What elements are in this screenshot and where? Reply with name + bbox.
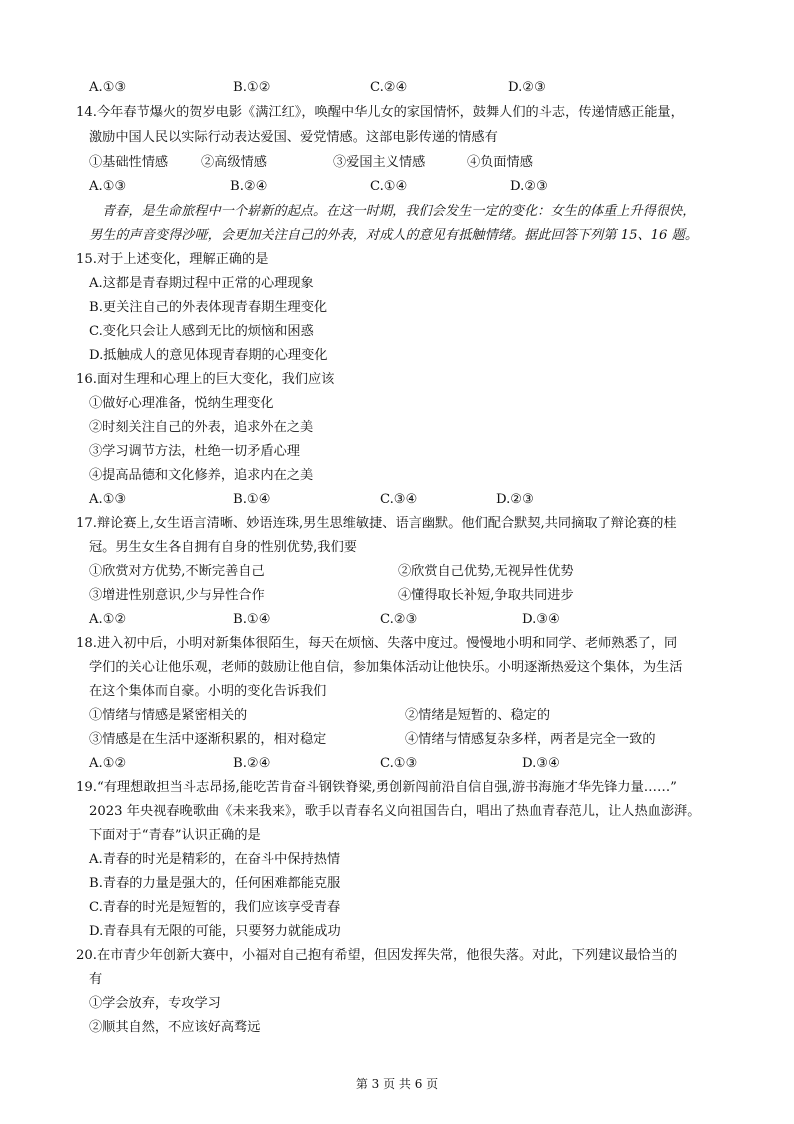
q16-stem: 16.面对生理和心理上的巨大变化，我们应该 <box>76 372 335 387</box>
q17-stem-line1: 17.辩论赛上,女生语言清晰、妙语连珠,男生思维敏捷、语言幽默。他们配合默契,共同摘取了辩论赛的桂 <box>76 516 677 531</box>
q16-option-d: D.②③ <box>496 492 534 507</box>
q19-option-b: B.青春的力量是强大的，任何困难都能克服 <box>89 876 341 891</box>
q14-stem-line1: 14.今年春节爆火的贺岁电影《满江红》，唤醒中华儿女的家国情怀，鼓舞人们的斗志，传递情感正能量， <box>76 105 684 120</box>
q14-option-a: A.①③ <box>89 179 127 194</box>
q18-option-d: D.③④ <box>522 756 560 771</box>
q17-stem-line2: 冠。男生女生各自拥有自身的性别优势,我们要 <box>89 540 357 555</box>
q19-stem-line1: 19.“有理想敢担当斗志昂扬,能吃苦肯奋斗钢铁脊梁,勇创新闯前沿自信自强,游书海施才华先锋力量……” <box>76 780 677 795</box>
option-d: D.②③ <box>508 80 546 95</box>
q18-option-b: B.②④ <box>233 756 271 771</box>
q17-option-b: B.①④ <box>233 612 271 627</box>
q19-stem-line2: 2023 年央视春晚歌曲《未来我来》，歌手以青春名义向祖国告白，唱出了热血青春范儿，让人热血澎湃。 <box>89 804 701 819</box>
page-number-footer: 第 3 页 共 6 页 <box>355 1077 439 1091</box>
q18-item-4: ④情绪与情感复杂多样，两者是完全一致的 <box>405 732 656 747</box>
q20-item-2: ②顺其自然，不应该好高骛远 <box>89 1020 261 1035</box>
q15-option-b: B.更关注自己的外表体现青春期生理变化 <box>89 300 328 315</box>
q17-option-a: A.①② <box>89 612 127 627</box>
q18-item-2: ②情绪是短暂的、稳定的 <box>405 708 551 723</box>
q17-option-d: D.③④ <box>522 612 560 627</box>
q14-item-2: ②高级情感 <box>201 155 267 170</box>
q18-option-a: A.①② <box>89 756 127 771</box>
q16-item-3: ③学习调节方法，杜绝一切矛盾心理 <box>89 444 300 459</box>
q20-item-1: ①学会放弃，专攻学习 <box>89 996 221 1011</box>
q16-item-1: ①做好心理准备，悦纳生理变化 <box>89 396 274 411</box>
q16-option-a: A.①③ <box>89 492 127 507</box>
q18-item-1: ①情绪与情感是紧密相关的 <box>89 708 248 723</box>
option-a: A.①③ <box>89 80 127 95</box>
q14-option-b: B.②④ <box>230 179 268 194</box>
q20-stem-line2: 有 <box>89 972 103 987</box>
q17-item-1: ①欣赏对方优势,不断完善自己 <box>89 564 265 579</box>
q15-stem: 15.对于上述变化，理解正确的是 <box>76 252 269 267</box>
q16-option-b: B.①④ <box>233 492 271 507</box>
q18-stem-line2: 学们的关心让他乐观，老师的鼓励让他自信，参加集体活动让他快乐。小明逐渐热爱这个集体，为生活 <box>89 660 683 675</box>
passage-line2: 男生的声音变得沙哑，会更加关注自己的外表，对成人的意见有抵触情绪。据此回答下列第 15、16 题。 <box>89 228 699 243</box>
q17-item-3: ③增进性别意识,少与异性合作 <box>89 588 265 603</box>
q14-option-d: D.②③ <box>510 179 548 194</box>
q17-option-c: C.②③ <box>380 612 418 627</box>
q14-item-4: ④负面情感 <box>467 155 533 170</box>
passage-line1: 青春，是生命旅程中一个崭新的起点。在这一时期，我们会发生一定的变化：女生的体重上升得很快， <box>102 204 696 219</box>
q18-stem-line3: 在这个集体而自豪。小明的变化告诉我们 <box>89 684 327 699</box>
q14-item-3: ③爱国主义情感 <box>333 155 426 170</box>
q15-option-c: C.变化只会让人感到无比的烦恼和困惑 <box>89 324 314 339</box>
q14-stem-line2: 激励中国人民以实际行动表达爱国、爱党情感。这部电影传递的情感有 <box>89 130 498 145</box>
q19-option-a: A.青春的时光是精彩的，在奋斗中保持热情 <box>89 852 341 867</box>
q14-item-1: ①基础性情感 <box>89 155 169 170</box>
q16-option-c: C.③④ <box>380 492 418 507</box>
option-b: B.①② <box>233 80 271 95</box>
q19-stem-line3: 下面对于“青春”认识正确的是 <box>89 828 261 843</box>
q14-option-c: C.①④ <box>370 179 408 194</box>
q15-option-a: A.这都是青春期过程中正常的心理现象 <box>89 276 314 291</box>
q18-option-c: C.①③ <box>380 756 418 771</box>
q18-stem-line1: 18.进入初中后，小明对新集体很陌生，每天在烦恼、失落中度过。慢慢地小明和同学、老师熟悉了，同 <box>76 636 678 651</box>
q17-item-2: ②欣赏自己优势,无视异性优势 <box>398 564 574 579</box>
q19-option-c: C.青春的时光是短暂的，我们应该享受青春 <box>89 900 341 915</box>
option-c: C.②④ <box>370 80 408 95</box>
q16-item-2: ②时刻关注自己的外表，追求外在之美 <box>89 420 314 435</box>
q17-item-4: ④懂得取长补短,争取共同进步 <box>398 588 574 603</box>
q15-option-d: D.抵触成人的意见体现青春期的心理变化 <box>89 348 328 363</box>
q16-item-4: ④提高品德和文化修养，追求内在之美 <box>89 468 314 483</box>
q19-option-d: D.青春具有无限的可能，只要努力就能成功 <box>89 924 341 939</box>
q20-stem-line1: 20.在市青少年创新大赛中，小福对自己抱有希望，但因发挥失常，他很失落。对此，下列建议最恰当的 <box>76 948 678 963</box>
q18-item-3: ③情感是在生活中逐渐积累的，相对稳定 <box>89 732 327 747</box>
